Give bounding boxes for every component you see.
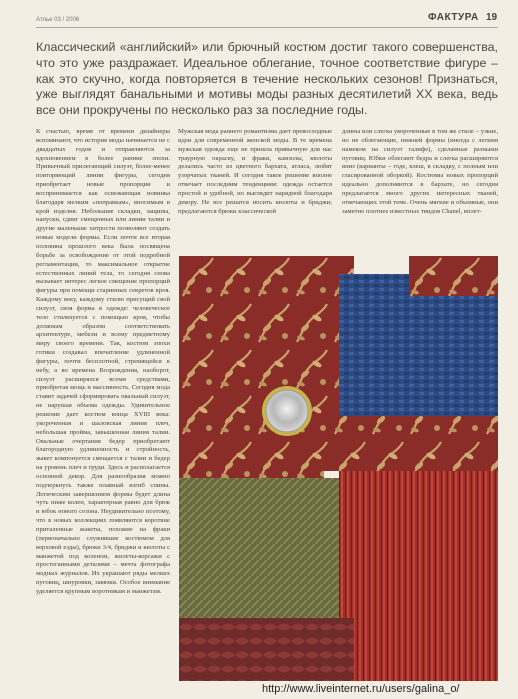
- fabric-swatches-illustration: [179, 256, 498, 681]
- page-number: 19: [486, 12, 498, 23]
- section-title: ФАКТУРА: [428, 12, 479, 23]
- body-column-2: Мужская мода раннего романтизма дает превосходные идеи для современной женской моды. В те времена мужская одежда еще не пришла привычную для нас траурную окраску, и фраки, камзолы, кюлоты делались часто из цветного бархата, атласа, любят узорчатых тканей. И сегодня такое решение вполне отвечает последним тенденциям: одежда остается простой и удобной, но выглядит нарядной благодаря декору. Не все решатся носить кюлоты и бриджи; предлагаются брюки классической: [178, 128, 332, 215]
- watermark-url: http://www.liveinternet.ru/users/galina_o/: [262, 683, 460, 695]
- page-header: [0, 0, 518, 34]
- fabric-swatches-photo: [179, 256, 498, 681]
- body-column-1: К счастью, время от времени дизайнеры вспоминают, что история моды начинается не с двадцатых годов и отправляются за вдохновением в более ранние эпохи. Привычный прилегающий силуэт, более-менее повторяющий линии фигуры, сегодня приобретает новые пропорции и воспринимается как освежающая новинка благодаря мелким «поправкам», вносимым в крой изделия. Небольшие складки, защипы, напуски, сдвиг смещенных или линии талии и другие маленькие хитрости позволяют создать новые модели формы. Если почти все вторая половина прошлого века была посвящена борьбе за освобождение от этой подробной регламентации, то максимальное открытие естественных линий тела, то сегодня снова вызывает интерес легкое смещение пропорций фигуры при помощи старинных секретов кроя. Каждому веку, каждому стилю присущий свой силуэт, своя форма в одежде: человеческое тело стилизуется с помощью кроя, чтобы должным образом соответствовать архитектуре, мебели и всему предметному миру своего времени. Так, костюм эпохи готики создавал впечатление удлиненной фигуры, почти бесплотной, стремящейся к небу, а во времена Возрождения, наоборот, силуэт расширялся всеми средствами, приобретая мощь и массивность. Сегодня мода ставит задачей сформировать овальный силуэт, не нарушая объема одежды. Удивительное решение дает костюм конца XVIII века: укороченная и шаловская линия плеч, небольшая пройма, завышенная линия талии. Овальные очертания бедер приобретают благородную удлиненность и стройность, жакет компонуется смещается с талии и бедер на уровень плеч и груди. Здесь и располагается основной декор. Для разнообразия можно подчеркнуть также плавный изгиб спины. Логическим завершением формы будет длина чуть ниже колен, характерная равно для брюк и юбок нового сезона. Неудивительно поэтому, что в новых коллекциях появляются короткие приталенные жакеты, похожие на фраки (первоначально служившие костюмом для верховой езды), брюки 3/4, бриджи и кюлоты с манжетой под коленом, жилеты-корсажи с простеганными деталями – мечта фотографа модных журналов. Их украшают ряды мелких пуговиц, шнуровки, завязки. Особое внимание уделяется крупным воротникам и манжетам.: [36, 128, 170, 595]
- body-column-3: длины или слегка укороченные в том же стиле – узкие, но не облегающие, нижней формы (иногда с легким намеком на силуэт галифе), сделанные разными пуговиц. Юбки облегают бедра и слегка расширяются вниз (варианты – годе, клеш, в складку, с полным или гласированной оборкой). Костюмы новых пропорций идеально дополняются в бархате, но сегодня предлагается много других интересных тканей, отвечающих этой теме. Очень мягкие и объемные, они заметно плотнее известных твидов Chanel, вплет-: [342, 128, 498, 215]
- lead-paragraph: Классический «английский» или брючный костюм достиг такого совершенства, что это уже раздражает. Идеальное облегание, точное соответствие фигуре – как это скучно, когда повторяется в течение нескольких сезонов! Признаться, уже выглядят банальными и мотивы моды разных десятилетий XX века, ведь все они прокручены по несколько раз за последние годы.: [36, 40, 498, 118]
- magazine-issue: Атлье 03 / 2006: [36, 17, 80, 23]
- header-divider: [36, 27, 498, 28]
